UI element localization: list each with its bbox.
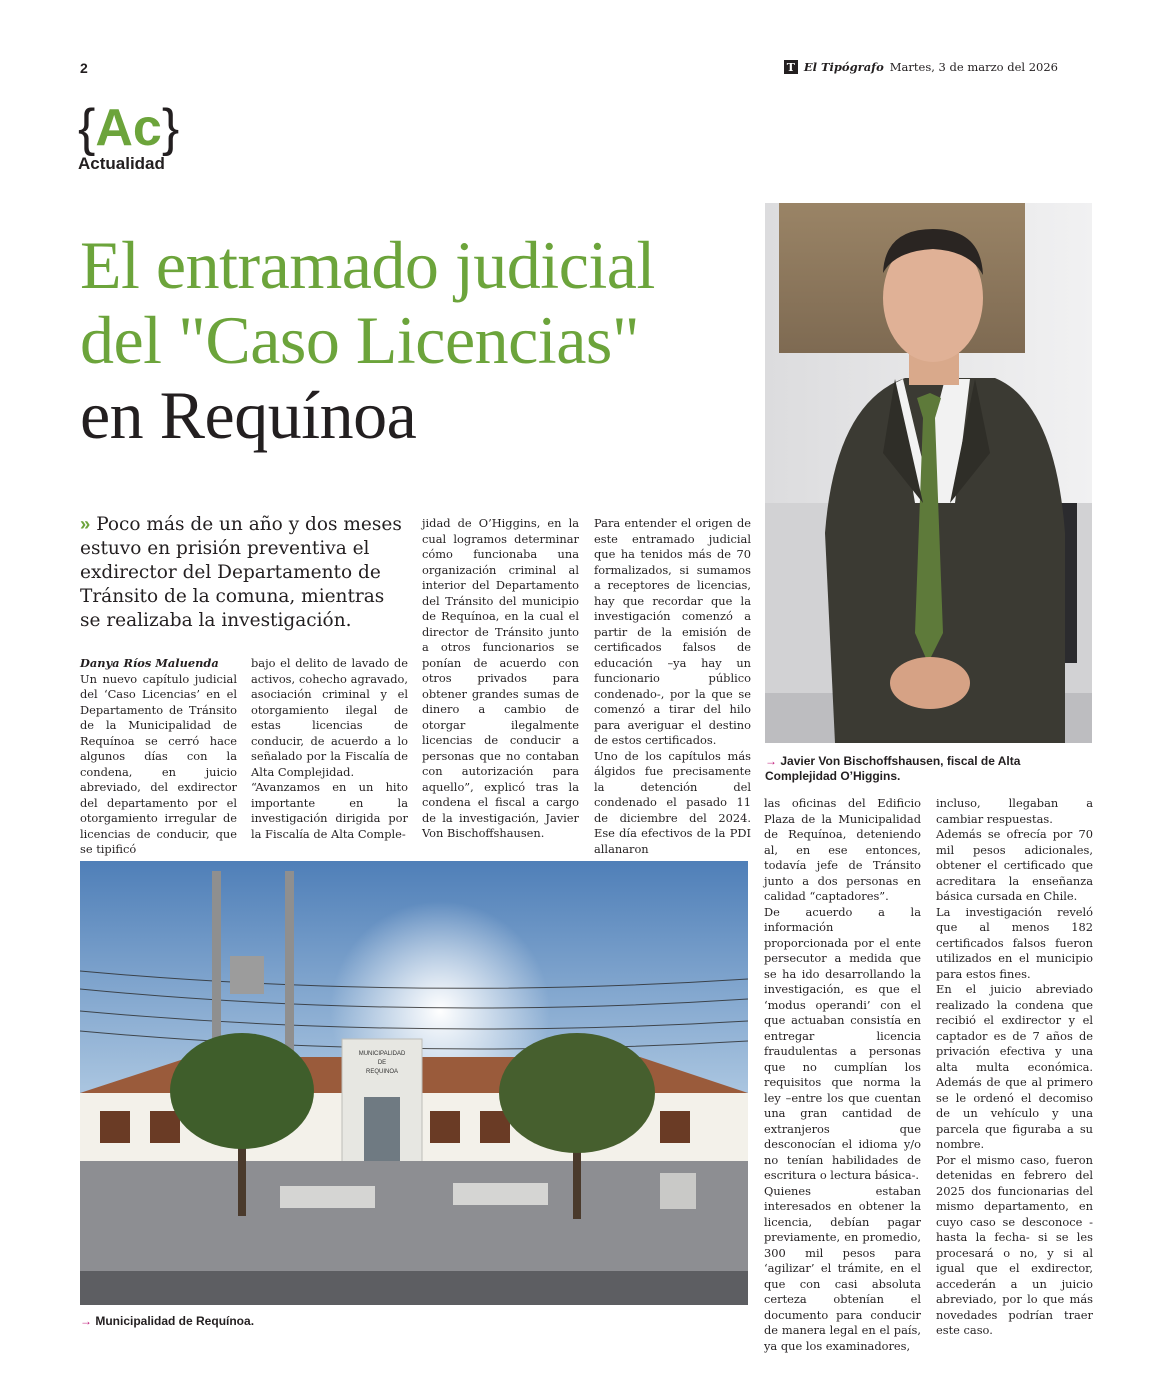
headline-line-2: del "Caso Licencias": [80, 302, 640, 378]
caption-text: Javier Von Bischoffshausen, fiscal de Alta Complejidad O’Higgins.: [765, 754, 1021, 783]
paragraph: Para entender el origen de este entramado judicial que ha tenidos más de 70 formalizados, si sumamos a receptores de licencias, hay que recordar que la investigación comenzó a partir de la emisión de certificados falsos de educación –ya hay un funcionario público condenado-, por la que se comenzó a tirar del hilo para averiguar el destino de estos certificados.: [594, 516, 751, 747]
paragraph: jidad de O’Higgins, en la cual logramos determinar cómo funcionaba una organización criminal al interior del Departamento del Tránsito del municipio de Requínoa, en la cual el director de Tránsito junto a otros funcionarios se ponían de acuerdo con otros privados para obtener grandes sumas de dinero a cambio de otorgar ilegalmente licencias de conducir a personas que no contaban con autorización para aquello”, explicó tras la condena el fiscal a cargo de la investigación, Javier Von Bischoffshausen.: [422, 516, 579, 840]
fiscal-portrait-photo: [765, 203, 1092, 743]
paragraph: Por el mismo caso, fueron detenidas en febrero del 2025 dos funcionarias del mismo departamento, en cuyo caso se desconoce -hasta la fecha- si se les procesará o no, y si al igual que el exdirector, accederán a un juicio abreviado, por lo que más novedades podrían traer este caso.: [936, 1152, 1093, 1337]
page-number: 2: [80, 60, 88, 76]
headline: [80, 228, 760, 453]
quote-chevron-icon: »: [80, 513, 91, 534]
masthead: [784, 60, 1058, 74]
paragraph: De acuerdo a la información proporcionada por el ente persecutor a medida que se ha ido desarrollando la investigación, es que el ‘modus operandi’ con el que actuaban consistía en entregar licencia fraudulentas a personas que no cumplían los requisitos que norma la ley –entre los que cuentan una gran cantidad de extranjeros que desconocían el idioma y/o no tenían habilidades de escritura o lectura básica-.: [764, 904, 921, 1182]
building-sign-line-3: REQUINOA: [365, 1069, 399, 1075]
paragraph: incluso, llegaban a cambiar respuestas.: [936, 796, 1093, 826]
byline: Danya Ríos Maluenda: [80, 656, 219, 670]
paragraph: Uno de los capítulos más álgidos fue precisamente la detención del condenado el pasado 11 de diciembre del 2024. Ese día efectivos de la PDI allanaron: [594, 748, 751, 856]
article-column-2: [251, 656, 408, 842]
section-mark: [78, 100, 238, 156]
article-column-3: [422, 516, 579, 842]
issue-date: Martes, 3 de marzo del 2026: [889, 60, 1058, 74]
section-logo: [78, 100, 238, 174]
paragraph: En el juicio abreviado realizado la condena que recibió el exdirector y el captador es de 7 años de privación efectiva y una alta multa económica. Además de que al primero se le ordenó el decomiso de un vehículo y una parcela que figuraba a su nombre.: [936, 982, 1093, 1151]
municipality-building-illustration: [80, 861, 748, 1305]
paragraph: Un nuevo capítulo judicial del ‘Caso Licencias’ en el Departamento de Tránsito de la Municipalidad de Requínoa se cerró hace algunos días con la condena, en juicio abreviado, del exdirector del departamento por el otorgamiento irregular de licencias de conducir, que se tipificó: [80, 671, 237, 856]
publication-logo-icon: T: [784, 60, 798, 74]
paragraph: Además se ofrecía por 70 mil pesos adicionales, obtener el certificado que acreditara la enseñanza básica cursada en Chile.: [936, 827, 1093, 903]
lead-text: Poco más de un año y dos meses estuvo en prisión preventiva el exdirector del Departamento de Tránsito de la comuna, mientras se realizaba la investigación.: [80, 514, 402, 631]
fiscal-portrait-illustration: [765, 203, 1092, 743]
paragraph: “Avanzamos en un hito importante en la investigación dirigida por la Fiscalía de Alta Comple-: [251, 780, 408, 841]
open-brace: {: [78, 99, 96, 157]
headline-line-1: El entramado judicial: [80, 227, 655, 303]
caption-arrow-icon: →: [80, 1314, 92, 1328]
close-brace: }: [161, 99, 180, 157]
headline-line-3: en Requínoa: [80, 377, 417, 453]
caption-text: Municipalidad de Requínoa.: [95, 1314, 255, 1328]
municipality-building-photo: [80, 861, 748, 1305]
building-sign-line-2: DE: [377, 1060, 387, 1066]
article-column-1: [80, 656, 237, 858]
paragraph: bajo el delito de lavado de activos, cohecho agravado, asociación criminal y el otorgamiento ilegal de estas licencias de conducir, de acuerdo a lo señalado por la Fiscalía de Alta Complejidad.: [251, 656, 408, 779]
fiscal-photo-caption: [765, 754, 1085, 784]
section-label: Actualidad: [78, 154, 165, 173]
section-abbr: Ac: [95, 99, 162, 157]
caption-arrow-icon: →: [765, 754, 777, 768]
building-sign-line-1: MUNICIPALIDAD: [358, 1051, 406, 1057]
municipality-photo-caption: [80, 1314, 480, 1329]
publication-name: El Tipógrafo: [803, 60, 884, 74]
paragraph: Quienes estaban interesados en obtener la licencia, debían pagar previamente, en promedio, 300 mil pesos para ‘agilizar’ el trámite, en el que con casi absoluta certeza obtenían el documento para conducir de manera legal en el país, ya que los examinadores,: [764, 1183, 921, 1353]
paragraph: La investigación reveló que al menos 182 certificados falsos fueron utilizados en el municipio para estos fines.: [936, 904, 1093, 981]
article-column-4: [594, 516, 751, 857]
article-column-5: [764, 796, 921, 1354]
lead-paragraph: [80, 512, 410, 633]
paragraph: las oficinas del Edificio Plaza de la Municipalidad de Requínoa, deteniendo al, en ese entonces, todavía jefe de Tránsito junto a dos personas en calidad “captadores”.: [764, 796, 921, 903]
article-column-6: [936, 796, 1093, 1339]
